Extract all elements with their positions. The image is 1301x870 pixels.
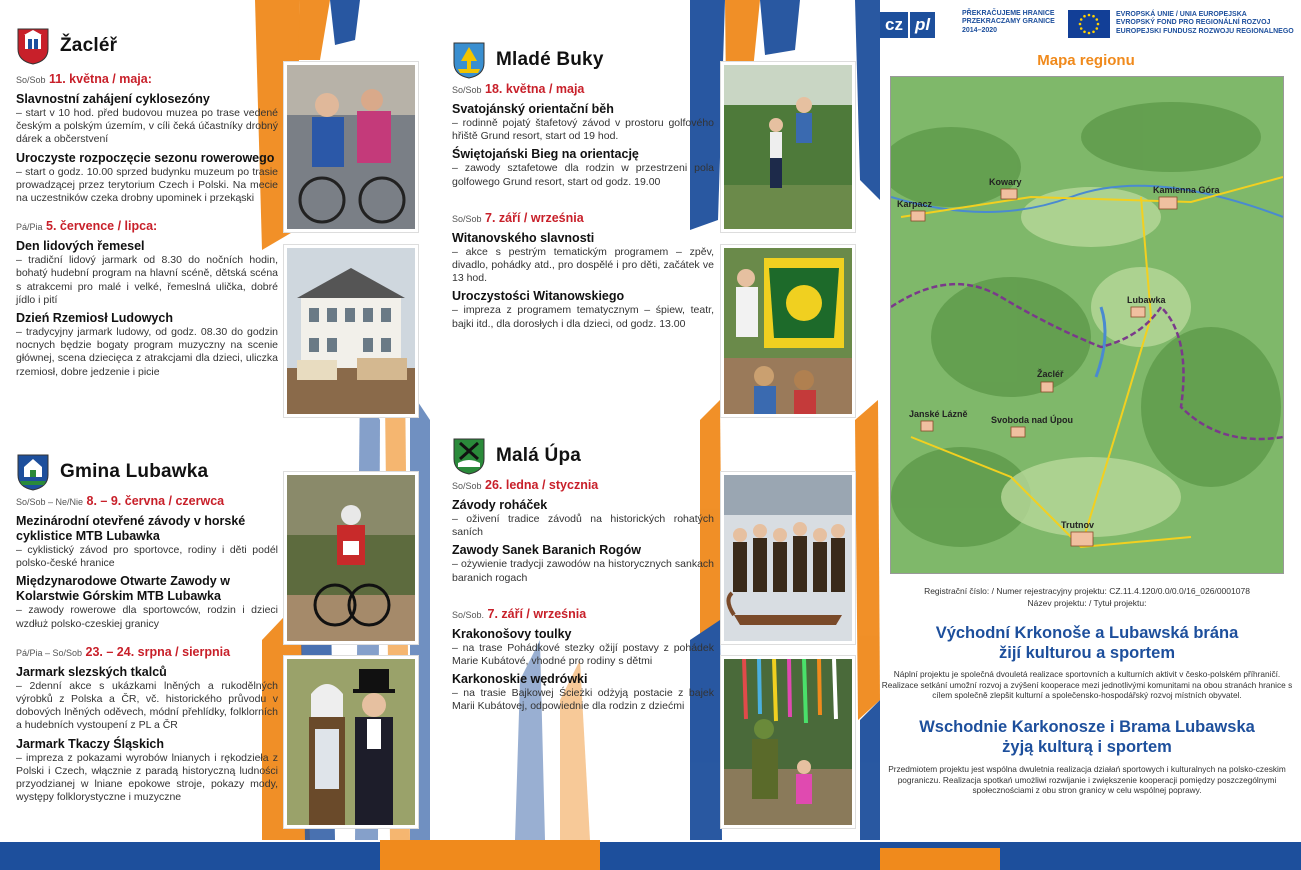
map-title: Mapa regionu [1037,52,1135,69]
section-title: Gmina Lubawka [60,461,209,482]
event-title: Dzień Rzemiosł Ludowych [16,311,173,326]
photo-sled-race-group [721,472,855,644]
section-lubawka [16,452,278,804]
lubawka-crest-icon [16,453,50,491]
event-description: – oživení tradice závodů na historických rohatých saních [452,513,714,539]
zacler-crest-icon [16,27,50,65]
event-title: Krakonošovy toulky [452,626,572,641]
event-description: – ożywienie tradycji zawodów na historycznych sankach baranich rogach [452,558,714,584]
event-description: – akce s pestrým tematickým programem – zpěv, divadlo, pohádky atd., pro dospělé i pro děti, začátek ve 13 hod. [452,245,714,285]
event-description: – zawody sztafetowe dla rodzin w przestrzeni pola golfowego Grund resort, start od godz. 19.00 [452,162,714,188]
mlade-buky-crest-icon [452,41,486,79]
event-title: Karkonoskie wędrówki [452,672,588,687]
event-date: So/Sob 26. ledna / stycznia [452,478,599,492]
map-label: Lubawka [1127,295,1166,305]
map-label: Žacléř [1037,369,1064,379]
funding-logos [880,8,1300,44]
event-title: Uroczystości Witanowskiego [452,289,625,304]
event-title: Mezinárodní otevřené závody v horské cyklistice MTB Lubawka [16,514,246,543]
map-label: Kowary [989,177,1022,187]
event-date: So/Sob 7. září / września [452,210,584,225]
project-description-cz: Náplní projektu je společná dvouletá realizace sportovních a kulturních aktivit v česko-polském příhraničí. Realizace setkání umožní rozvoj a zvýšení kooperace mezi jednotlivými komunitami na obou stranách hranice s cílem společně zlepšit kulturní a společensko-hospodářský rozvoj místních obyvatel. [881,669,1293,701]
photo-fairy-trail [721,656,855,828]
region-map [890,76,1284,574]
eu-flag-icon [1068,10,1110,38]
event-title: Den lidových řemesel [16,239,145,254]
event-description: – 2denní akce s ukázkami lněných a rukodělných výrobků z Polska a ČR, vč. historického průvodu v dobových lněných oděvech, módní přehlídky, folklorních a hudebních vystoupení z PL a ČR [16,679,278,732]
event-date: So/Sob. 7. září / września [452,606,587,621]
photo-mountain-biker [284,472,418,644]
photo-traditional-costumes [284,656,418,828]
photo-orienteering-run [721,62,855,232]
event-title: Międzynarodowe Otwarte Zawody w Kolarstwie Górskim MTB Lubawka [16,574,230,604]
section-header [452,436,714,476]
event-description: – tradycyjny jarmark ludowy, od godz. 08.30 do godzin nocnych będzie bogaty program muzyczny na scenie głównej, scena dziecięca z atrakcjami dla dzieci, uliczka rzemiosł, dobre jedzenie i picie [16,326,278,378]
project-description-pl: Przedmiotem projektu jest wspólna dwuletnia realizacja działań sportowych i kulturalnych na polsko-czeskim pograniczu. Realizacja spotkań umożliwi rozwijanie i zwiększenie kooperacji pomiędzy poszczególnymi społecznościami z obu stron granicy w celu wspólnej poprawy. [888,764,1286,796]
photo-children-theatre [721,245,855,417]
section-title: Malá Úpa [496,445,582,466]
map-label: Svoboda nad Úpou [991,415,1073,425]
event-title: Závody roháček [452,498,548,512]
map-label: Kamienna Góra [1153,185,1220,195]
section-mlade-buky [452,40,714,331]
bottom-blue-band [0,842,1301,870]
registration-number: Registrační číslo: / Numer rejestracyjny projektu: CZ.11.4.120/0.0/0.0/16_026/0001078 [924,586,1250,596]
bottom-orange-stroke [380,840,600,870]
event-title: Jarmark slezských tkalců [16,664,167,679]
map-label: Trutnov [1061,520,1094,530]
event-description: – rodinně pojatý štafetový závod v prostoru golfového hřiště Grund resort, start od 19 hod. [452,117,714,143]
event-description: – cyklistický závod pro sportovce, rodiny i děti podél polsko-české hranice [16,544,278,570]
event-title: Witanovského slavnosti [452,230,595,245]
photo-historic-building [284,245,418,417]
photo-cyclists [284,62,418,232]
event-description: – start v 10 hod. před budovou muzea po trase vedené českým a polským územím, v cíli čeká účastníky drobný dárek a občerstvení [16,107,278,146]
eu-logo-text: EVROPSKÁ UNIE / UNIA EUROPEJSKA EVROPSKÝ FOND PRO REGIONÁLNÍ ROZVOJ EUROPEJSKI FUNDUSZ ROZWOJU REGIONALNEGO [1116,11,1294,35]
event-title: Slavnostní zahájení cyklosezóny [16,92,210,106]
event-date: So/Sob 18. května / maja [452,82,585,96]
event-description: – impreza z programem tematycznym – śpiew, teatr, bajki itd., dla dorosłych i dla dzieci, od godz. 13.00 [452,304,714,330]
event-description: – zawody rowerowe dla sportowców, rodzin i dzieci wzdłuż polsko-czeskiej granicy [16,604,278,630]
section-header [16,26,278,66]
event-title: Zawody Sanek Baranich Rogów [452,543,641,558]
mala-upa-crest-icon [452,437,486,475]
cz-pl-logo: cz pl [880,10,956,40]
section-title: Mladé Buky [496,49,604,70]
project-title-pl: Wschodnie Karkonosze i Brama Lubawska żyją kulturą i sportem [919,718,1255,756]
event-description: – na trase Pohádkové stezky ožijí postavy z pohádek Marie Kubátové, vhodné pro rodiny s dětmi [452,641,714,668]
section-title: Žacléř [60,35,118,56]
section-zacler [16,26,278,379]
map-label: Janské Lázně [909,409,968,419]
event-date: So/Sob – Ne/Nie 8. – 9. června / czerwca [16,494,225,508]
event-date: Pá/Pia – So/Sob 23. – 24. srpna / sierpnia [16,644,231,659]
map-label: Karpacz [897,199,933,209]
event-title: Uroczyste rozpoczęcie sezonu rowerowego [16,150,275,165]
project-name-label: Název projektu: / Tytuł projektu: [1027,598,1147,608]
event-date: So/Sob 11. května / maja: [16,72,152,86]
event-description: – tradiční lidový jarmark od 8.30 do nočních hodin, bohatý hudební program na hlavní scéně, dětská scéna s atrakcemi pro malé i velké, řemeslná ulička, dobré jídlo i pití [16,254,278,306]
event-description: – start o godz. 10.00 sprzed budynku muzeum po trasie prowadzącej przez terytorium Czech i Polski. Na mecie na uczestników czeka drobny upominek i przekąski [16,165,278,205]
bottom-orange-stroke [880,848,1000,870]
section-mala-upa [452,436,714,714]
project-title-cz: Východní Krkonoše a Lubawská brána žijí kulturou a sportem [935,624,1239,662]
event-title: Svatojánský orientační běh [452,102,614,116]
section-header [452,40,714,80]
section-header [16,452,278,492]
event-title: Świętojański Bieg na orientację [452,147,639,162]
cz-pl-logo-text: PŘEKRAČUJEME HRANICE PRZEKRACZAMY GRANICE 2014–2020 [962,10,1055,34]
event-description: – impreza z pokazami wyrobów lnianych i rękodzieła z Polski i Czech, włącznie z paradą historyczną ludności przyodzianej w lniane epokowe stroje, pokazy mody, występy folklorystyczne i muzyczne [16,751,278,804]
event-description: – na trasie Bajkowej Ścieżki odżyją postacie z bajek Marii Kubátovej, odpowiednie dla rodzin z dziećmi [452,687,714,713]
event-title: Jarmark Tkaczy Śląskich [16,736,165,751]
event-date: Pá/Pia 5. července / lipca: [16,219,158,234]
